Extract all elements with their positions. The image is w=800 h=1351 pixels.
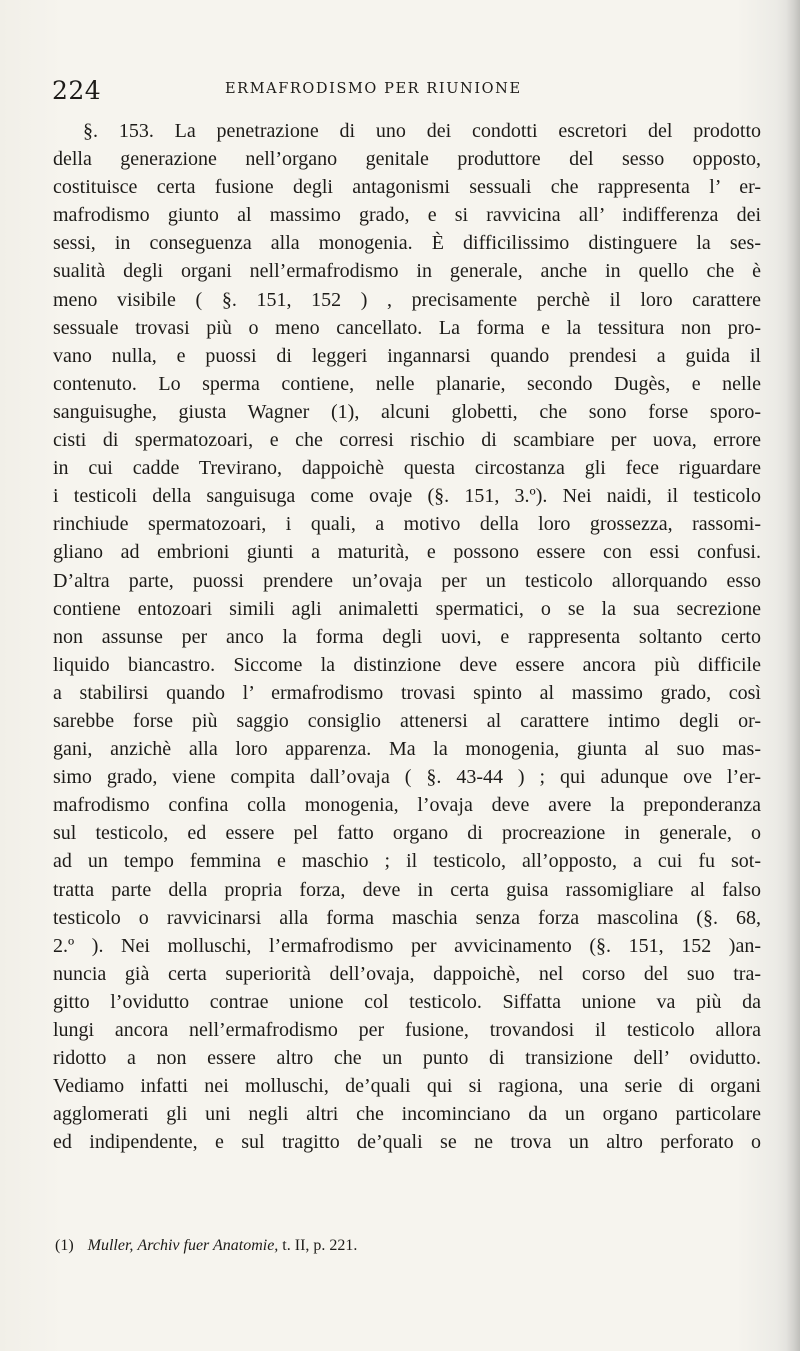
footnote-work-title: Archiv fuer Anatomie,: [137, 1237, 279, 1254]
text-line: Vediamo infatti nei molluschi, de’quali qui si ragiona, una serie di organi: [53, 1075, 761, 1098]
text-line: sessuale trovasi più o meno cancellato. La forma e la tessitura non pro-: [53, 316, 761, 339]
text-line: ad un tempo femmina e maschio ; il testicolo, all’opposto, a cui fu sot-: [53, 850, 761, 873]
page-header: [52, 76, 748, 106]
running-title: ERMAFRODISMO PER RIUNIONE: [225, 81, 522, 97]
text-line: tratta parte della propria forza, deve in certa guisa rassomigliare al falso: [53, 878, 761, 901]
text-line: D’altra parte, puossi prendere un’ovaja per un testicolo allorquando esso: [53, 569, 761, 592]
text-line: sul testicolo, ed essere pel fatto organo di procreazione in generale, o: [53, 822, 761, 845]
text-line: nuncia già certa superiorità dell’ovaja, dappoichè, nel corso del suo tra-: [53, 962, 761, 985]
text-line: meno visibile ( §. 151, 152 ) , precisamente perchè il loro carattere: [53, 288, 761, 311]
text-line: liquido biancastro. Siccome la distinzione deve essere ancora più difficile: [53, 653, 761, 676]
text-line: della generazione nell’organo genitale produttore del sesso opposto,: [53, 148, 761, 171]
text-line: agglomerati gli uni negli altri che incominciano da un organo particolare: [53, 1103, 761, 1126]
text-line: gani, anzichè alla loro apparenza. Ma la monogenia, giunta al suo mas-: [53, 738, 761, 761]
text-line: a stabilirsi quando l’ ermafrodismo trovasi spinto al massimo grado, così: [53, 681, 761, 704]
text-line: vano nulla, e puossi di leggeri ingannarsi quando prendesi a guida il: [53, 344, 761, 367]
text-line: 2.º ). Nei molluschi, l’ermafrodismo per avvicinamento (§. 151, 152 )an-: [53, 934, 761, 957]
footnote: [55, 1237, 763, 1255]
text-line: i testicoli della sanguisuga come ovaje (§. 151, 3.º). Nei naidi, il testicolo: [53, 485, 761, 508]
text-line: lungi ancora nell’ermafrodismo per fusione, trovandosi il testicolo allora: [53, 1019, 761, 1041]
text-line: rinchiude spermatozoari, i quali, a motivo della loro grossezza, rassomi-: [53, 513, 761, 536]
text-line: §. 153. La penetrazione di uno dei condotti escretori del prodotto: [83, 120, 761, 142]
text-line: costituisce certa fusione degli antagonismi sessuali che rappresenta l’ er-: [53, 176, 761, 199]
text-line: contenuto. Lo sperma contiene, nelle planarie, secondo Dugès, e nelle: [53, 372, 761, 395]
page-edge-shadow: [786, 0, 800, 1351]
page-number: 224: [52, 76, 102, 105]
text-line: ridotto a non essere altro che un punto di transizione dell’ ovidutto.: [53, 1047, 761, 1070]
text-line: contiene entozoari simili agli animaletti spermatici, o se la sua secrezione: [53, 597, 761, 620]
footnote-reference: t. II, p. 221.: [282, 1237, 358, 1254]
text-line: testicolo o ravvicinarsi alla forma maschia senza forza mascolina (§. 68,: [53, 906, 761, 929]
text-line: mafrodismo confina colla monogenia, l’ovaja deve avere la preponderanza: [53, 794, 761, 817]
footnote-author: Muller,: [87, 1237, 134, 1254]
text-line: cisti di spermatozoari, e che corresi rischio di scambiare per uova, errore: [53, 429, 761, 452]
text-line: gliano ad embrioni giunti a maturità, e possono essere con essi confusi.: [53, 541, 761, 564]
text-line: mafrodismo giunto al massimo grado, e si ravvicina all’ indifferenza dei: [53, 204, 761, 227]
section-153-paragraph: [53, 117, 761, 1156]
text-line: non assunse per anco la forma degli uovi, e rappresenta soltanto certo: [53, 625, 761, 648]
text-line: sualità degli organi nell’ermafrodismo in generale, anche in quello che è: [53, 260, 761, 283]
text-line: gitto l’ovidutto contrae unione col testicolo. Siffatta unione va più da: [53, 990, 761, 1013]
footnote-marker: (1): [55, 1237, 74, 1254]
text-line: sanguisughe, giusta Wagner (1), alcuni globetti, che sono forse sporo-: [53, 400, 761, 423]
text-line: ed indipendente, e sul tragitto de’quali se ne trova un altro perforato o: [53, 1131, 761, 1154]
text-line: sessi, in conseguenza alla monogenia. È difficilissimo distinguere la ses-: [53, 232, 761, 255]
text-line: simo grado, viene compita dall’ovaja ( §. 43-44 ) ; qui adunque ove l’er-: [53, 766, 761, 789]
text-line: sarebbe forse più saggio consiglio attenersi al carattere intimo degli or-: [53, 709, 761, 732]
text-line: in cui cadde Treviranο, dappoichè questa circostanza gli fece riguardare: [53, 457, 761, 480]
